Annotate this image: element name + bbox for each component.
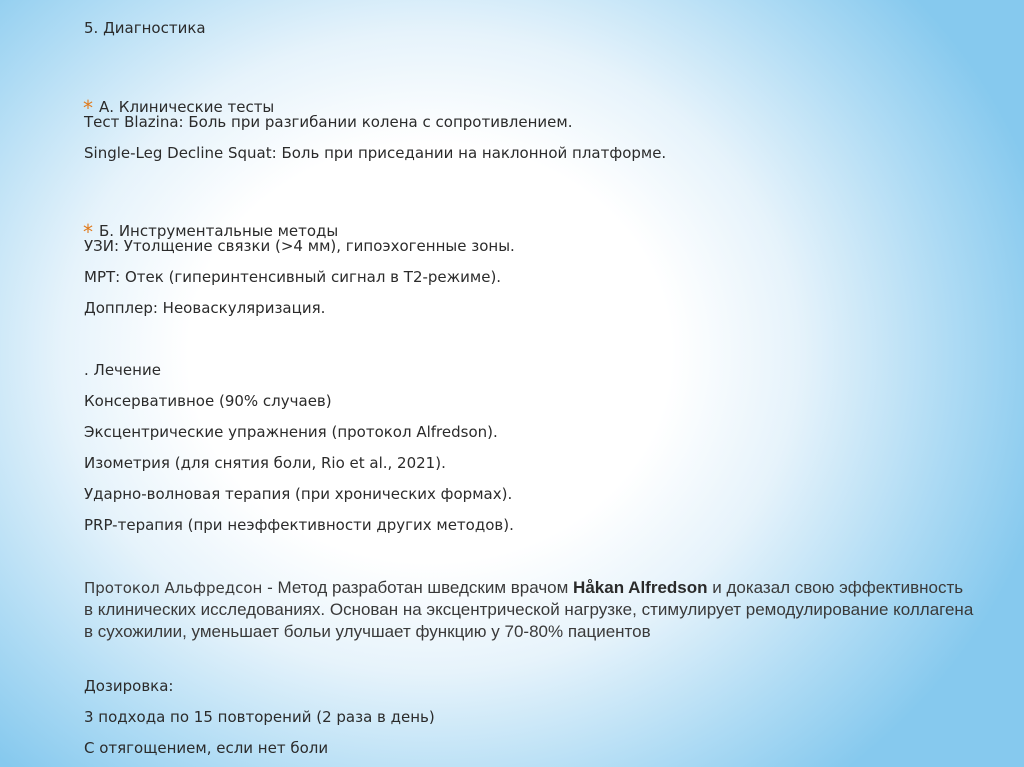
asterisk-bullet-icon: * [83,96,93,120]
text-line: 3 подхода по 15 повторений (2 раза в день) [84,708,435,726]
asterisk-bullet-icon: * [83,220,93,244]
text-line: PRP-терапия (при неэффективности других методов). [84,516,514,534]
text-line: Эксцентрические упражнения (протокол Alfredson). [84,423,498,441]
protocol-lead: Протокол Альфредсон [84,579,263,597]
section-title-treatment: . Лечение [84,361,161,379]
text-line: Консервативное (90% случаев) [84,392,332,410]
dosage-title: Дозировка: [84,677,174,695]
text-line: Ударно-волновая терапия (при хронических формах). [84,485,513,503]
section-title-diagnostics: 5. Диагностика [84,19,206,37]
text-line: Тест Blazina: Боль при разгибании колена с сопротивлением. [84,113,573,131]
protocol-text: - Метод разработан шведским врачом [262,578,574,597]
text-line: Изометрия (для снятия боли, Rio et al., 2021). [84,454,446,472]
protocol-text: и доказал свою эффективность в клинических исследованиях. Основан на эксцентрической нагрузке, стимулирует ремодулирование коллагена в сухожилии, уменьшает больи улучшает функцию у 70-80% пациентов [84,578,974,641]
text-line: МРТ: Отек (гиперинтенсивный сигнал в Т2-режиме). [84,268,502,286]
text-line: УЗИ: Утолщение связки (>4 мм), гипоэхогенные зоны. [84,237,515,255]
bullet-label: А. Клинические тесты [99,98,275,116]
text-line: Single-Leg Decline Squat: Боль при приседании на наклонной платформе. [84,144,667,162]
text-line: С отягощением, если нет боли [84,739,329,757]
protocol-author-name: Håkan Alfredson [573,578,708,597]
protocol-paragraph [84,577,974,643]
text-line: Допплер: Неоваскуляризация. [84,299,326,317]
bullet-label: Б. Инструментальные методы [99,222,339,240]
